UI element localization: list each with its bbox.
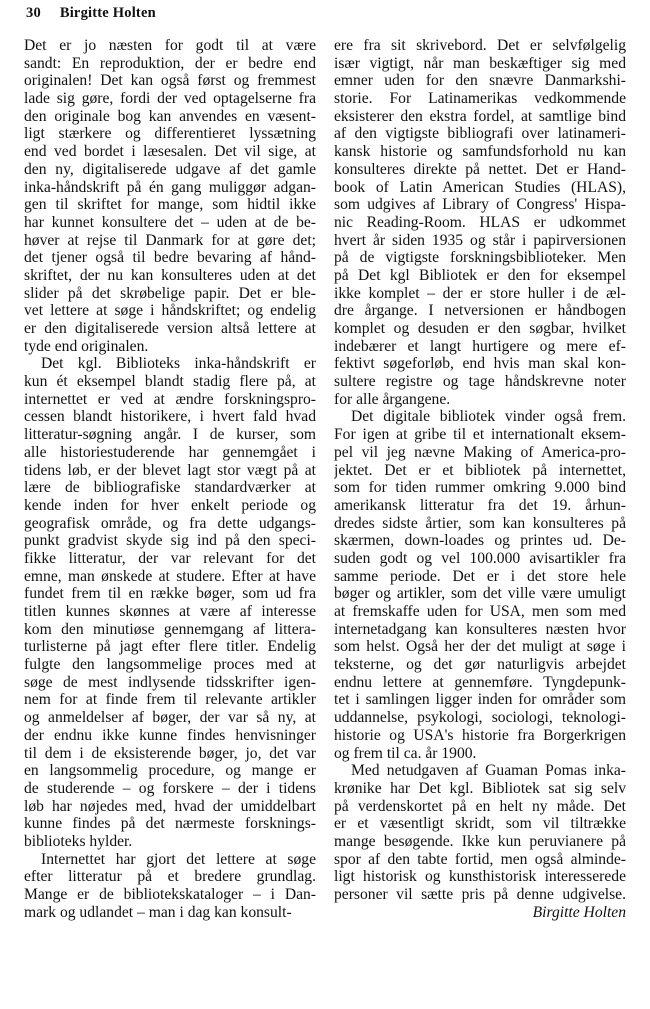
text-line: til dem i de eksisterende bøger, jo, det var <box>24 744 316 762</box>
text-line: Internettet har gjort det lettere at søge <box>41 850 316 868</box>
text-line: at fremskaffe uden for USA, men som med <box>334 603 626 620</box>
text-line: har kunnet konsultere det – uden at de be- <box>24 213 316 231</box>
text-line: tyde end originalen. <box>24 337 149 355</box>
running-title: Birgitte Holten <box>59 5 156 21</box>
text-line: fektivt søgeforløb, end hvis man skal kon- <box>334 355 626 373</box>
text-line: geografisk område, og fra dette udgangs- <box>24 514 316 532</box>
text-line: på Det kgl Bibliotek er den for eksempel <box>334 266 626 284</box>
text-line: på de vigtigste forskningsbiblioteker. Men <box>334 249 626 267</box>
text-line: den ny, digitaliserede udgave af det gamle <box>24 160 316 178</box>
text-line: amerikansk litteratur fra det 19. århun- <box>334 496 626 514</box>
text-line: book of Latin American Studies (HLAS), <box>334 178 626 196</box>
text-line: endnu lettere at gennemføre. Tyngdepunk- <box>334 673 626 691</box>
text-line: hvert år siden 1935 og står i papirversionen <box>334 231 626 249</box>
text-line: og anmeldelser af bøger, der var så ny, at <box>24 709 316 727</box>
text-line: på verdenskortet på en helt ny måde. Det <box>334 797 626 815</box>
text-line: mange besøgende. Ikke kun peruvianere på <box>334 832 626 850</box>
text-line: bøger og artikler, som det ville være umuligt <box>334 585 626 603</box>
text-line: tet i samlingen ligger inden for områder som <box>334 691 626 709</box>
text-line: end ved bordet i læsesalen. Det vil sige, at <box>24 143 316 161</box>
text-line: litteratur-søgning angår. I de kurser, som <box>24 426 316 444</box>
text-line: høver at rejse til Danmark for at gøre det; <box>24 231 316 249</box>
author-signature: Birgitte Holten <box>532 903 626 921</box>
text-line: lade sig gøre, fordi der ved optagelserne fra <box>24 90 316 108</box>
right-text-column <box>334 37 626 921</box>
text-line: vet lettere at søge i håndskriftet; og endelig <box>24 302 316 320</box>
text-line: som udgives af Library of Congress' Hispa- <box>334 196 626 214</box>
page-number: 30 <box>26 5 41 21</box>
text-line: som helst. Også her der det muligt at søge i <box>334 638 626 656</box>
text-line: turlisterne på jagt efter flere titler. Endelig <box>24 638 316 656</box>
text-line: storie. For Latinamerikas vedkommende <box>334 90 626 108</box>
text-line: efter litteratur på et bredere grundlag. <box>24 868 316 886</box>
text-line: punkt gradvist skyde sig ind på den speci- <box>24 532 316 550</box>
text-line: Det digitale bibliotek vinder også frem. <box>351 408 626 426</box>
text-line: uddannelse, psykologi, sociologi, teknologi- <box>334 709 626 727</box>
text-line: mark og udlandet – man i dag kan konsult- <box>24 903 292 921</box>
text-line: konsulteres direkte på nettet. Det er Hand- <box>334 160 626 178</box>
text-line: er den digitaliserede version altså lettere at <box>24 320 316 337</box>
text-line: skriftet, der nu kan konsulteres uden at det <box>24 266 316 284</box>
text-line: For igen at gribe til et internationalt eksem- <box>334 426 626 444</box>
text-line: løb har nøjedes med, hvad der umiddelbart <box>24 797 316 815</box>
text-line: en langsommelig procedure, og mange er <box>24 762 316 780</box>
text-line: af den vigtigste bibliografi over latinameri- <box>334 125 626 143</box>
text-line: alle historiestuderende har gennemgået i <box>24 443 316 461</box>
text-line: inka-håndskrift på én gang muliggør adgan- <box>24 178 316 196</box>
text-line: originalen! Det kan også først og fremmest <box>24 72 316 90</box>
text-line: tidens løb, er der blevet lagt stor vægt på at <box>24 461 316 479</box>
text-line: cessen blandt historikere, i hvert fald hvad <box>24 408 316 426</box>
text-line: den originale bog kan anvendes en væsent- <box>24 107 316 125</box>
text-line: krønike har Det kgl. Bibliotek sat sig selv <box>334 779 626 797</box>
text-line: de studerende – og forskere – der i tidens <box>24 779 316 797</box>
text-line: emne, man ønskede at studere. Efter at have <box>24 567 316 585</box>
text-line: skærmen, down-loades og printes ud. De- <box>334 532 626 550</box>
text-line: kun ét eksempel blandt stadig flere på, at <box>24 373 316 391</box>
text-line: jektet. Det er et bibliotek på internettet, <box>334 461 626 479</box>
left-text-column <box>24 37 316 921</box>
text-line: fundet frem til en række bøger, som ud fra <box>24 585 316 603</box>
text-line: kom den minutiøse gennemgang af littera- <box>24 620 316 638</box>
text-line: nem for at finde frem til relevante artikler <box>24 691 316 709</box>
text-line: det tjener også til bedre bevaring af hånd- <box>24 249 316 267</box>
text-line: fulgte den langsommelige proces med at <box>24 656 316 674</box>
text-line: suden godt og vel 100.000 avisartikler fra <box>334 549 626 567</box>
text-line: er et væsentligt skridt, som vil tiltrække <box>334 815 626 833</box>
text-line: især vigtigt, når man beskæftiger sig med <box>334 54 626 72</box>
text-line: indebærer et langt hurtigere og mere ef- <box>334 337 626 355</box>
text-line: fikke litteratur, der var relevant for det <box>24 549 316 567</box>
text-line: ikke komplet – der er store huller i de æl- <box>334 284 626 302</box>
text-line: Det kgl. Biblioteks inka-håndskrift er <box>41 355 316 373</box>
text-line: gen til skriftet for mange, som hidtil ikke <box>24 196 316 214</box>
text-line: personer vil sætte pris på denne udgivelse. <box>334 886 626 903</box>
text-line: og frem til ca. år 1900. <box>334 744 477 762</box>
text-line: kansk historie og samfundsforhold nu kan <box>334 143 626 161</box>
text-line: titlen kunnes skønnes at være af interesse <box>24 603 316 620</box>
text-line: internettet er ved at ændre forskningspro- <box>24 390 316 408</box>
text-line: slider på det skrøbelige papir. Det er ble- <box>24 284 316 302</box>
text-line: eksisterer den ekstra fordel, at samtlige bind <box>334 107 626 125</box>
text-line: dre årgange. I netversionen er håndbogen <box>334 302 626 320</box>
text-line: biblioteks hylder. <box>24 832 133 850</box>
text-line: samme periode. Det er i det store hele <box>334 567 626 585</box>
text-line: historie og USA's historie fra Borgerkrigen <box>334 726 626 744</box>
text-line: emner uden for den snævre Danmarkshi- <box>334 72 626 90</box>
text-line: Mange er de bibliotekskataloger – i Dan- <box>24 886 316 903</box>
text-line: ligt stærkere og differentieret lyssætning <box>24 125 316 143</box>
text-line: dredes sidste årtier, som kan konsulteres på <box>334 514 626 532</box>
text-line: teksterne, og det gør naturligvis arbejdet <box>334 656 626 674</box>
text-line: ligt historisk og kunsthistorisk interesserede <box>334 868 626 886</box>
text-line: der endnu ikke kunne findes henvisninger <box>24 726 316 744</box>
text-line: lære de bibliografiske standardværker at <box>24 479 316 497</box>
text-line: som for tiden rummer omkring 9.000 bind <box>334 479 626 497</box>
text-line: internetadgang kan konsulteres næsten hvor <box>334 620 626 638</box>
text-line: sandt: En reproduktion, der er bedre end <box>24 54 316 72</box>
running-header <box>26 5 626 25</box>
text-line: ere fra sit skrivebord. Det er selvfølgelig <box>334 37 626 54</box>
text-line: Med netudgaven af Guaman Pomas inka- <box>351 762 626 780</box>
text-line: sultere registre og tage håndskrevne noter <box>334 373 626 391</box>
text-line: for alle årgangene. <box>334 390 451 408</box>
text-line: kende inden for hver enkelt periode og <box>24 496 316 514</box>
text-line: spor af den tabte fortid, men også alminde- <box>334 850 626 868</box>
text-line: Det er jo næsten for godt til at være <box>24 37 316 54</box>
text-line: pel vil jeg nævne Making of America-pro- <box>334 443 626 461</box>
text-line: kunne findes på det nærmeste forsknings- <box>24 815 316 833</box>
text-line: søge de mest indlysende tidsskrifter igen- <box>24 673 316 691</box>
text-line: komplet og desuden er den søgbar, hvilket <box>334 320 626 337</box>
text-line: nic Reading-Room. HLAS er udkommet <box>334 213 626 231</box>
